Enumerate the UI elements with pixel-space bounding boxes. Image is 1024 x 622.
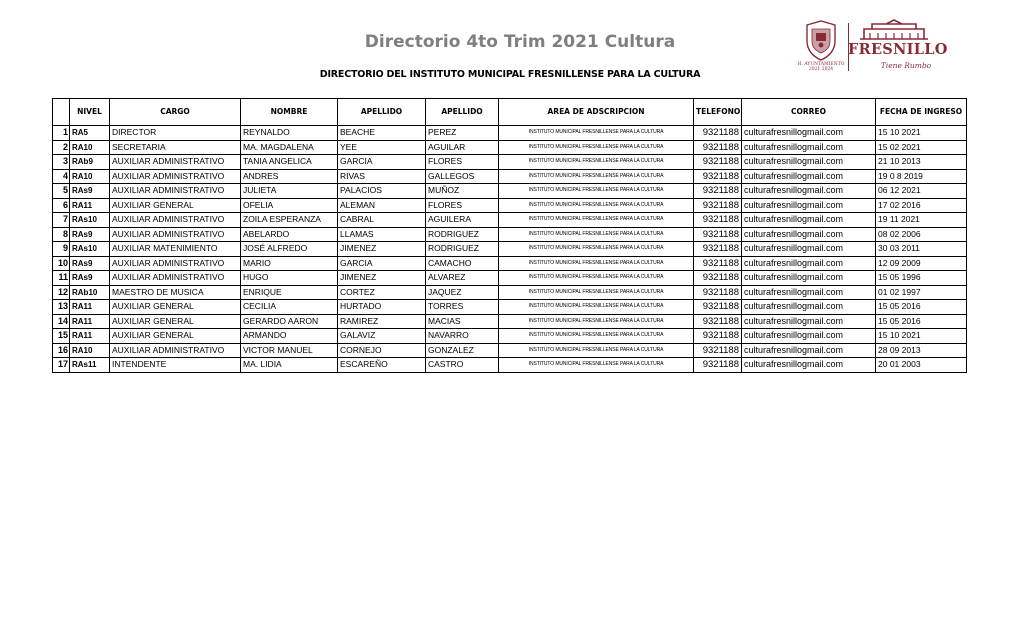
telefono-cell: 9321188	[694, 126, 742, 141]
apellido-paterno-cell: YEE	[338, 140, 426, 155]
apellido-materno-cell: RODRIGUEZ	[426, 242, 499, 257]
apellido-paterno-cell: CORNEJO	[338, 343, 426, 358]
table-row	[53, 227, 967, 242]
nivel-cell: RAb10	[70, 285, 110, 300]
correo-cell: culturafresnillogmail.com	[742, 242, 876, 257]
apellido-materno-cell: AGUILAR	[426, 140, 499, 155]
fecha-cell: 15 05 1996	[876, 271, 967, 286]
cargo-cell: SECRETARIA	[110, 140, 241, 155]
telefono-cell: 9321188	[694, 198, 742, 213]
nivel-cell: RAs9	[70, 227, 110, 242]
area-cell: INSTITUTO MUNICIPAL FRESNILLENSE PARA LA CULTURA	[499, 169, 694, 184]
header-cargo: CARGO	[110, 99, 241, 126]
correo-cell: culturafresnillogmail.com	[742, 126, 876, 141]
table-row	[53, 140, 967, 155]
table-row	[53, 271, 967, 286]
apellido-materno-cell: NAVARRO	[426, 329, 499, 344]
nombre-cell: REYNALDO	[241, 126, 338, 141]
table-row	[53, 126, 967, 141]
apellido-materno-cell: MUÑOZ	[426, 184, 499, 199]
table-row	[53, 169, 967, 184]
row-number: 10	[53, 256, 70, 271]
header-fecha: FECHA DE INGRESO	[876, 99, 967, 126]
fecha-cell: 30 03 2011	[876, 242, 967, 257]
fecha-cell: 15 10 2021	[876, 126, 967, 141]
area-cell: INSTITUTO MUNICIPAL FRESNILLENSE PARA LA CULTURA	[499, 343, 694, 358]
correo-cell: culturafresnillogmail.com	[742, 155, 876, 170]
area-cell: INSTITUTO MUNICIPAL FRESNILLENSE PARA LA CULTURA	[499, 184, 694, 199]
nivel-cell: RAs10	[70, 213, 110, 228]
cargo-cell: AUXILIAR ADMINISTRATIVO	[110, 343, 241, 358]
telefono-cell: 9321188	[694, 184, 742, 199]
header-nivel: NIVEL	[70, 99, 110, 126]
apellido-materno-cell: GONZALEZ	[426, 343, 499, 358]
nombre-cell: MA. MAGDALENA	[241, 140, 338, 155]
header-nombre: NOMBRE	[241, 99, 338, 126]
correo-cell: culturafresnillogmail.com	[742, 300, 876, 315]
row-number: 17	[53, 358, 70, 373]
table-body	[53, 126, 967, 373]
apellido-paterno-cell: JIMENEZ	[338, 242, 426, 257]
correo-cell: culturafresnillogmail.com	[742, 198, 876, 213]
nivel-cell: RA5	[70, 126, 110, 141]
nombre-cell: MARIO	[241, 256, 338, 271]
area-cell: INSTITUTO MUNICIPAL FRESNILLENSE PARA LA CULTURA	[499, 198, 694, 213]
telefono-cell: 9321188	[694, 314, 742, 329]
correo-cell: culturafresnillogmail.com	[742, 184, 876, 199]
nivel-cell: RAs9	[70, 271, 110, 286]
table-row	[53, 155, 967, 170]
telefono-cell: 9321188	[694, 256, 742, 271]
correo-cell: culturafresnillogmail.com	[742, 329, 876, 344]
apellido-paterno-cell: ESCAREÑO	[338, 358, 426, 373]
cargo-cell: AUXILIAR ADMINISTRATIVO	[110, 227, 241, 242]
table-header-row	[53, 99, 967, 126]
apellido-paterno-cell: JIMENEZ	[338, 271, 426, 286]
area-cell: INSTITUTO MUNICIPAL FRESNILLENSE PARA LA CULTURA	[499, 126, 694, 141]
nombre-cell: GERARDO AARON	[241, 314, 338, 329]
cargo-cell: AUXILIAR ADMINISTRATIVO	[110, 155, 241, 170]
nombre-cell: ANDRES	[241, 169, 338, 184]
telefono-cell: 9321188	[694, 285, 742, 300]
header-apellido-materno: APELLIDO	[426, 99, 499, 126]
apellido-materno-cell: FLORES	[426, 198, 499, 213]
cargo-cell: AUXILIAR GENERAL	[110, 198, 241, 213]
telefono-cell: 9321188	[694, 140, 742, 155]
fecha-cell: 06 12 2021	[876, 184, 967, 199]
nivel-cell: RAs9	[70, 184, 110, 199]
fecha-cell: 19 11 2021	[876, 213, 967, 228]
fecha-cell: 28 09 2013	[876, 343, 967, 358]
correo-cell: culturafresnillogmail.com	[742, 285, 876, 300]
area-cell: INSTITUTO MUNICIPAL FRESNILLENSE PARA LA CULTURA	[499, 300, 694, 315]
nombre-cell: ARMANDO	[241, 329, 338, 344]
document-title: Directorio 4to Trim 2021 Cultura	[364, 32, 676, 52]
telefono-cell: 9321188	[694, 271, 742, 286]
row-number: 8	[53, 227, 70, 242]
nivel-cell: RAs9	[70, 256, 110, 271]
fecha-cell: 17 02 2016	[876, 198, 967, 213]
apellido-paterno-cell: CORTEZ	[338, 285, 426, 300]
ayuntamiento-shield-logo	[804, 19, 838, 61]
area-cell: INSTITUTO MUNICIPAL FRESNILLENSE PARA LA CULTURA	[499, 155, 694, 170]
fresnillo-tagline: Tiene Rumbo	[880, 61, 932, 70]
table-row	[53, 314, 967, 329]
row-number: 9	[53, 242, 70, 257]
correo-cell: culturafresnillogmail.com	[742, 227, 876, 242]
row-number: 1	[53, 126, 70, 141]
nombre-cell: OFELIA	[241, 198, 338, 213]
fresnillo-wordmark: FRESNILLO	[848, 41, 948, 58]
telefono-cell: 9321188	[694, 169, 742, 184]
telefono-cell: 9321188	[694, 227, 742, 242]
apellido-paterno-cell: RAMIREZ	[338, 314, 426, 329]
nombre-cell: CECILIA	[241, 300, 338, 315]
row-number: 14	[53, 314, 70, 329]
cargo-cell: INTENDENTE	[110, 358, 241, 373]
fecha-cell: 21 10 2013	[876, 155, 967, 170]
fecha-cell: 15 05 2016	[876, 314, 967, 329]
nombre-cell: JULIETA	[241, 184, 338, 199]
area-cell: INSTITUTO MUNICIPAL FRESNILLENSE PARA LA CULTURA	[499, 213, 694, 228]
cargo-cell: MAESTRO DE MUSICA	[110, 285, 241, 300]
header-telefono: TELEFONO	[694, 99, 742, 126]
telefono-cell: 9321188	[694, 213, 742, 228]
nivel-cell: RA11	[70, 198, 110, 213]
apellido-paterno-cell: GALAVIZ	[338, 329, 426, 344]
ayuntamiento-label: H. AYUNTAMIENTO 2021 2024	[797, 62, 845, 72]
table-row	[53, 256, 967, 271]
nivel-cell: RAs10	[70, 242, 110, 257]
area-cell: INSTITUTO MUNICIPAL FRESNILLENSE PARA LA CULTURA	[499, 271, 694, 286]
area-cell: INSTITUTO MUNICIPAL FRESNILLENSE PARA LA CULTURA	[499, 358, 694, 373]
header-area: AREA DE ADSCRIPCION	[499, 99, 694, 126]
nombre-cell: VICTOR MANUEL	[241, 343, 338, 358]
row-number: 15	[53, 329, 70, 344]
correo-cell: culturafresnillogmail.com	[742, 140, 876, 155]
table-row	[53, 213, 967, 228]
table-row	[53, 343, 967, 358]
telefono-cell: 9321188	[694, 300, 742, 315]
area-cell: INSTITUTO MUNICIPAL FRESNILLENSE PARA LA CULTURA	[499, 256, 694, 271]
apellido-materno-cell: FLORES	[426, 155, 499, 170]
apellido-paterno-cell: HURTADO	[338, 300, 426, 315]
fecha-cell: 08 02 2006	[876, 227, 967, 242]
nivel-cell: RA10	[70, 169, 110, 184]
correo-cell: culturafresnillogmail.com	[742, 256, 876, 271]
document-subtitle: DIRECTORIO DEL INSTITUTO MUNICIPAL FRESNILLENSE PARA LA CULTURA	[319, 69, 701, 80]
nivel-cell: RA10	[70, 343, 110, 358]
apellido-materno-cell: PEREZ	[426, 126, 499, 141]
area-cell: INSTITUTO MUNICIPAL FRESNILLENSE PARA LA CULTURA	[499, 140, 694, 155]
apellido-paterno-cell: PALACIOS	[338, 184, 426, 199]
apellido-materno-cell: ALVAREZ	[426, 271, 499, 286]
table-row	[53, 358, 967, 373]
area-cell: INSTITUTO MUNICIPAL FRESNILLENSE PARA LA CULTURA	[499, 242, 694, 257]
row-number: 6	[53, 198, 70, 213]
header-correo: CORREO	[742, 99, 876, 126]
table-row	[53, 242, 967, 257]
header-index	[53, 99, 70, 126]
apellido-paterno-cell: RIVAS	[338, 169, 426, 184]
cargo-cell: AUXILIAR GENERAL	[110, 314, 241, 329]
cargo-cell: AUXILIAR ADMINISTRATIVO	[110, 271, 241, 286]
apellido-materno-cell: CASTRO	[426, 358, 499, 373]
correo-cell: culturafresnillogmail.com	[742, 213, 876, 228]
fecha-cell: 19 0 8 2019	[876, 169, 967, 184]
fecha-cell: 15 05 2016	[876, 300, 967, 315]
nombre-cell: ENRIQUE	[241, 285, 338, 300]
apellido-materno-cell: CAMACHO	[426, 256, 499, 271]
row-number: 12	[53, 285, 70, 300]
row-number: 7	[53, 213, 70, 228]
directory-table	[52, 98, 967, 373]
nombre-cell: ABELARDO	[241, 227, 338, 242]
telefono-cell: 9321188	[694, 343, 742, 358]
fecha-cell: 15 02 2021	[876, 140, 967, 155]
cargo-cell: AUXILIAR GENERAL	[110, 329, 241, 344]
apellido-paterno-cell: ALEMAN	[338, 198, 426, 213]
fecha-cell: 12 09 2009	[876, 256, 967, 271]
row-number: 13	[53, 300, 70, 315]
header-apellido-paterno: APELLIDO	[338, 99, 426, 126]
cargo-cell: AUXILIAR MATENIMIENTO	[110, 242, 241, 257]
nivel-cell: RA11	[70, 314, 110, 329]
nombre-cell: ZOILA ESPERANZA	[241, 213, 338, 228]
row-number: 3	[53, 155, 70, 170]
correo-cell: culturafresnillogmail.com	[742, 271, 876, 286]
row-number: 2	[53, 140, 70, 155]
table-row	[53, 184, 967, 199]
cargo-cell: AUXILIAR ADMINISTRATIVO	[110, 169, 241, 184]
telefono-cell: 9321188	[694, 329, 742, 344]
apellido-materno-cell: MACIAS	[426, 314, 499, 329]
apellido-paterno-cell: GARCIA	[338, 256, 426, 271]
apellido-paterno-cell: GARCIA	[338, 155, 426, 170]
apellido-paterno-cell: CABRAL	[338, 213, 426, 228]
fecha-cell: 01 02 1997	[876, 285, 967, 300]
row-number: 4	[53, 169, 70, 184]
apellido-paterno-cell: BEACHE	[338, 126, 426, 141]
apellido-materno-cell: RODRIGUEZ	[426, 227, 499, 242]
fecha-cell: 20 01 2003	[876, 358, 967, 373]
cargo-cell: AUXILIAR ADMINISTRATIVO	[110, 256, 241, 271]
table-row	[53, 300, 967, 315]
table-row	[53, 329, 967, 344]
area-cell: INSTITUTO MUNICIPAL FRESNILLENSE PARA LA CULTURA	[499, 314, 694, 329]
table-row	[53, 198, 967, 213]
row-number: 16	[53, 343, 70, 358]
nivel-cell: RAs11	[70, 358, 110, 373]
nivel-cell: RA11	[70, 300, 110, 315]
apellido-materno-cell: TORRES	[426, 300, 499, 315]
nombre-cell: TANIA ANGELICA	[241, 155, 338, 170]
nombre-cell: MA. LIDIA	[241, 358, 338, 373]
fecha-cell: 15 10 2021	[876, 329, 967, 344]
telefono-cell: 9321188	[694, 155, 742, 170]
nivel-cell: RA11	[70, 329, 110, 344]
nivel-cell: RAb9	[70, 155, 110, 170]
cargo-cell: AUXILIAR GENERAL	[110, 300, 241, 315]
cargo-cell: DIRECTOR	[110, 126, 241, 141]
area-cell: INSTITUTO MUNICIPAL FRESNILLENSE PARA LA CULTURA	[499, 329, 694, 344]
apellido-materno-cell: GALLEGOS	[426, 169, 499, 184]
apellido-paterno-cell: LLAMAS	[338, 227, 426, 242]
cargo-cell: AUXILIAR ADMINISTRATIVO	[110, 213, 241, 228]
nivel-cell: RA10	[70, 140, 110, 155]
fresnillo-building-icon	[858, 19, 930, 41]
table-row	[53, 285, 967, 300]
telefono-cell: 9321188	[694, 358, 742, 373]
apellido-materno-cell: AGUILERA	[426, 213, 499, 228]
correo-cell: culturafresnillogmail.com	[742, 358, 876, 373]
nombre-cell: JOSÉ ALFREDO	[241, 242, 338, 257]
correo-cell: culturafresnillogmail.com	[742, 314, 876, 329]
cargo-cell: AUXILIAR ADMINISTRATIVO	[110, 184, 241, 199]
correo-cell: culturafresnillogmail.com	[742, 343, 876, 358]
area-cell: INSTITUTO MUNICIPAL FRESNILLENSE PARA LA CULTURA	[499, 285, 694, 300]
nombre-cell: HUGO	[241, 271, 338, 286]
telefono-cell: 9321188	[694, 242, 742, 257]
header-logos	[796, 19, 946, 79]
apellido-materno-cell: JAQUEZ	[426, 285, 499, 300]
correo-cell: culturafresnillogmail.com	[742, 169, 876, 184]
area-cell: INSTITUTO MUNICIPAL FRESNILLENSE PARA LA CULTURA	[499, 227, 694, 242]
row-number: 11	[53, 271, 70, 286]
row-number: 5	[53, 184, 70, 199]
